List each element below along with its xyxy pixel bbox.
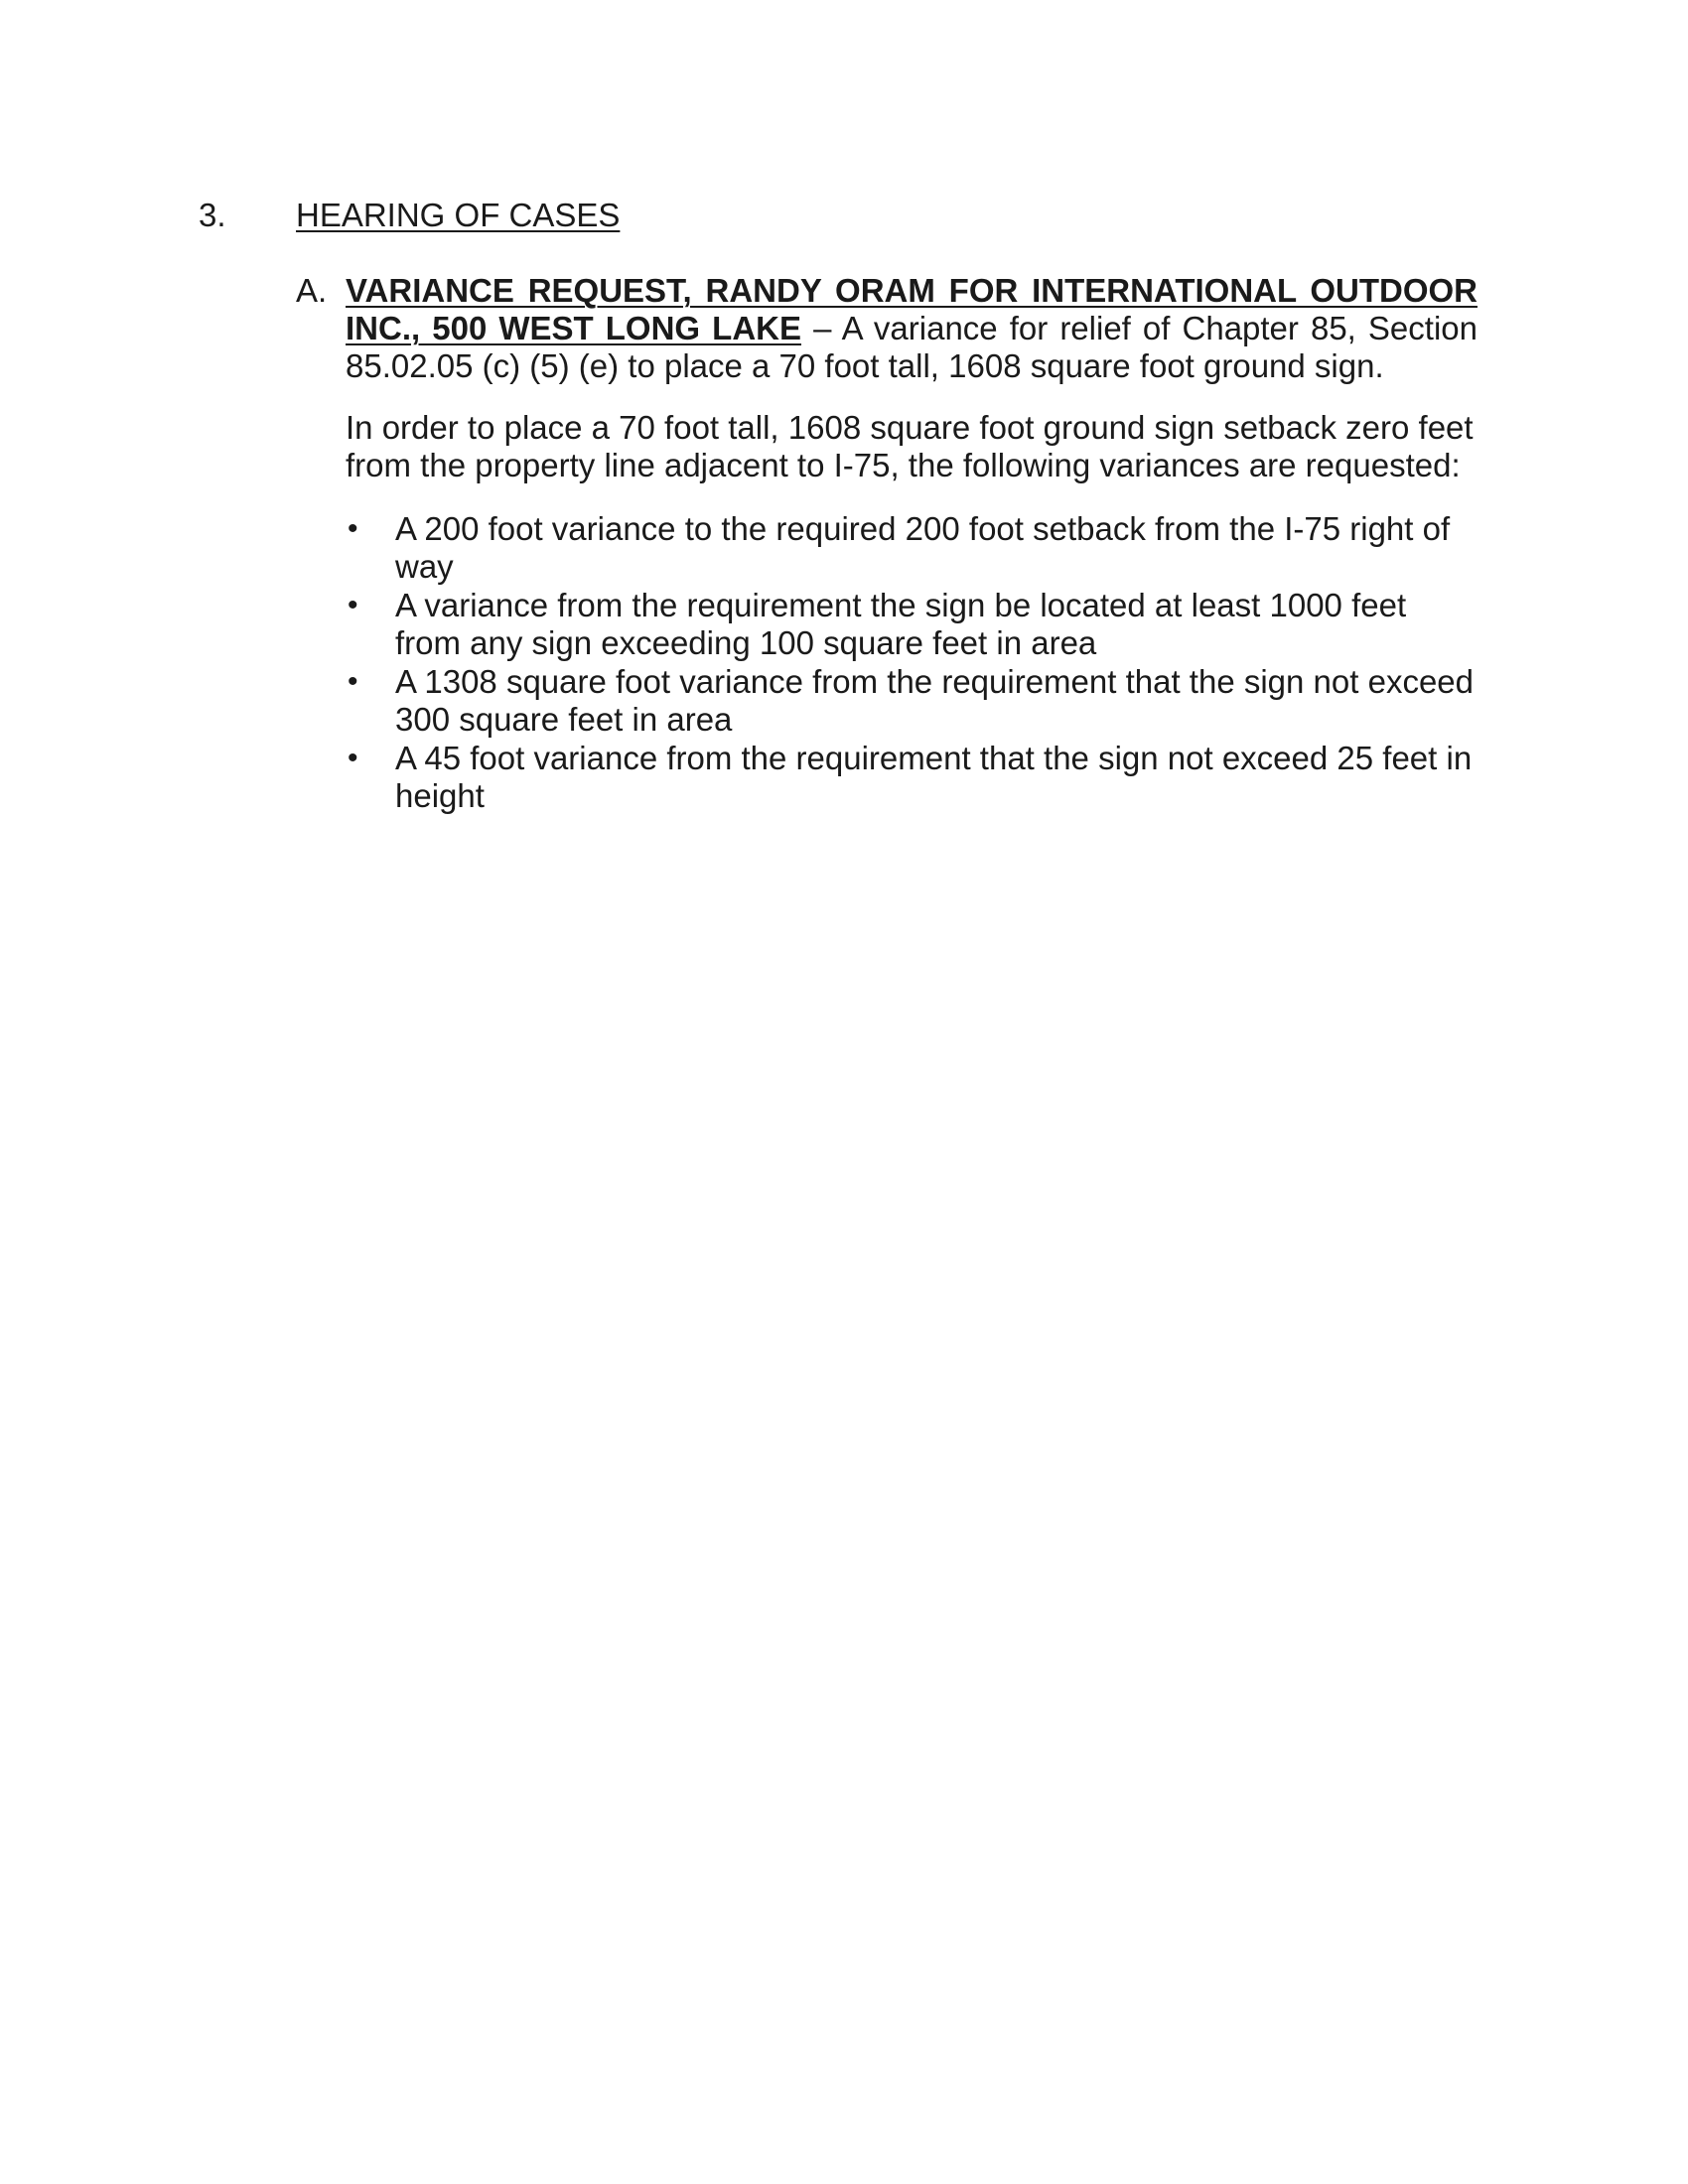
case-intro <box>346 272 1477 385</box>
bullet-icon: • <box>348 512 358 545</box>
section-heading <box>199 197 1489 236</box>
section-title: HEARING OF CASES <box>296 197 621 233</box>
section-number: 3. <box>199 197 226 233</box>
variance-item <box>346 663 1477 739</box>
variance-text: A 45 foot variance from the requirement that the sign not exceed 25 feet in height <box>395 740 1473 814</box>
variance-item <box>346 510 1477 586</box>
variance-text: A 200 foot variance to the required 200 foot setback from the I-75 right of way <box>395 510 1451 585</box>
variance-item <box>346 740 1477 815</box>
bullet-icon: • <box>348 589 358 621</box>
bullet-icon: • <box>348 742 358 774</box>
case-heading: VARIANCE REQUEST, RANDY ORAM FOR INTERNATIONAL OUTDOOR INC., 500 WEST LONG LAKE <box>346 272 1477 346</box>
variance-text: A variance from the requirement the sign be located at least 1000 feet from any sign exceeding 100 square feet in area <box>395 587 1407 661</box>
case-body <box>346 272 1477 816</box>
case-letter: A. <box>296 272 328 309</box>
bullet-icon: • <box>348 665 358 698</box>
case-paragraph: In order to place a 70 foot tall, 1608 square foot ground sign setback zero feet from the property line adjacent to I-75, the following variances are requested: <box>346 409 1474 483</box>
variance-text: A 1308 square foot variance from the requirement that the sign not exceed 300 square feet in area <box>395 663 1475 738</box>
variance-item <box>346 587 1477 662</box>
variance-list <box>346 510 1477 815</box>
case-description: – A variance for relief of Chapter 85, Section 85.02.05 (c) (5) (e) to place a 70 foot tall, 1608 square foot ground sign. <box>346 310 1477 384</box>
